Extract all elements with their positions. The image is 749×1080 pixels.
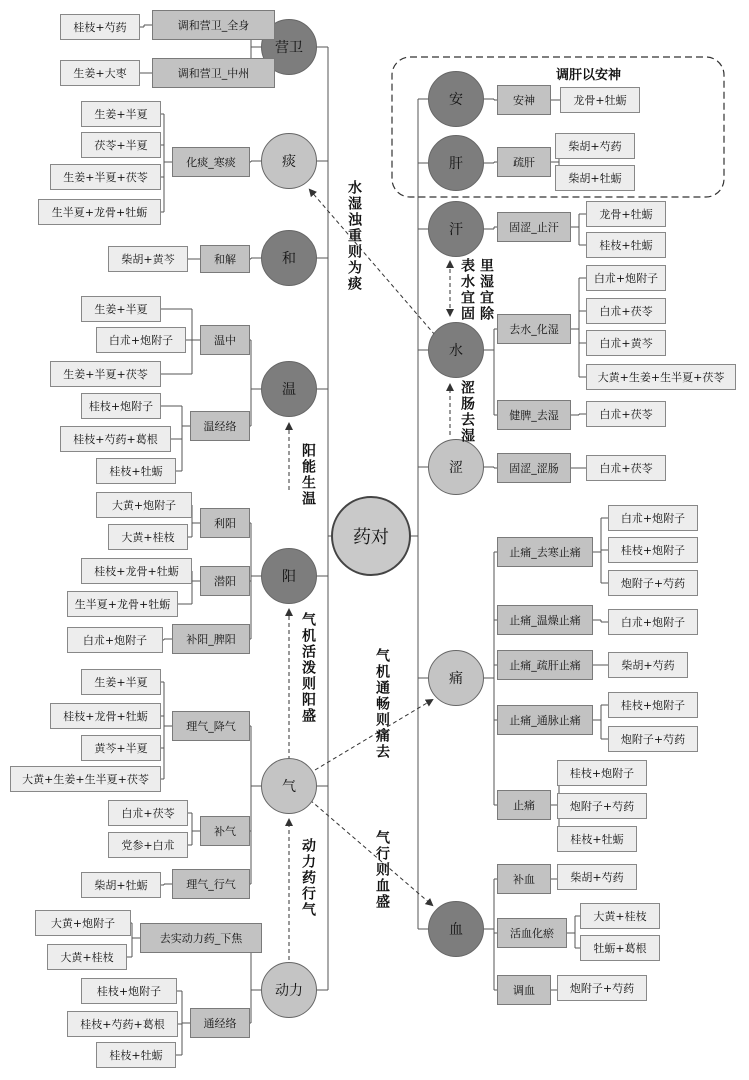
node-wen: 温 <box>261 361 317 417</box>
function-wen2: 温经络 <box>190 411 250 441</box>
function-xue1: 补血 <box>497 864 551 894</box>
herb-pair-h_han1: 龙骨+牡蛎 <box>586 201 666 227</box>
function-tong2: 止痛_温燥止痛 <box>497 605 593 635</box>
herb-pair-h_t8: 桂枝+炮附子 <box>557 760 647 786</box>
center-node: 药对 <box>331 496 411 576</box>
function-tong4: 止痛_通脉止痛 <box>497 705 593 735</box>
herb-pair-h_t4: 白朮+炮附子 <box>608 609 698 635</box>
herb-pair-h_dl2: 大黄+桂枝 <box>47 944 127 970</box>
herb-pair-h_x2: 大黄+桂枝 <box>580 903 660 929</box>
herb-pair-h_qi5: 白朮+茯苓 <box>108 800 188 826</box>
herb-pair-h_sh1: 白朮+炮附子 <box>586 265 666 291</box>
function-shui1: 去水_化湿 <box>497 314 571 344</box>
herb-pair-h_qi3: 黄芩+半夏 <box>81 735 161 761</box>
herb-pair-h_yang5: 白朮+炮附子 <box>67 627 163 653</box>
herb-pair-h_yang2: 大黄+桂枝 <box>108 524 188 550</box>
arrow-shui-to-tan <box>310 190 435 335</box>
herb-pair-h_dl1: 大黄+炮附子 <box>35 910 131 936</box>
herb-pair-h_t1: 白朮+炮附子 <box>608 505 698 531</box>
node-xue: 血 <box>428 901 484 957</box>
herb-pair-h_dl5: 桂枝+牡蛎 <box>96 1042 176 1068</box>
function-shui2: 健脾_去湿 <box>497 400 571 430</box>
herb-pair-h_t5: 柴胡+芍药 <box>608 652 688 678</box>
herb-pair-h_t2: 桂枝+炮附子 <box>608 537 698 563</box>
function-han1: 固涩_止汗 <box>497 212 571 242</box>
herb-pair-h_x4: 炮附子+芍药 <box>557 975 647 1001</box>
node-dongli: 动力 <box>261 962 317 1018</box>
herb-pair-h_x1: 柴胡+芍药 <box>557 864 637 890</box>
herb-pair-h_qi7: 柴胡+牡蛎 <box>81 872 161 898</box>
node-gan: 肝 <box>428 135 484 191</box>
herb-pair-h_t3: 炮附子+芍药 <box>608 570 698 596</box>
herb-pair-h_he1: 柴胡+黄芩 <box>108 246 188 272</box>
herb-pair-h_t6: 桂枝+炮附子 <box>608 692 698 718</box>
relation-label-biaoshui: 表水宜固 <box>459 258 475 322</box>
herb-pair-h_dl3: 桂枝+炮附子 <box>81 978 177 1004</box>
node-yingwei: 营卫 <box>261 19 317 75</box>
herb-pair-h_sh2: 白朮+茯苓 <box>586 298 666 324</box>
herb-pair-h_tan2: 茯苓+半夏 <box>81 132 161 158</box>
herb-pair-h_yw2: 生姜+大枣 <box>60 60 140 86</box>
herb-pair-h_sh3: 白朮+黄芩 <box>586 330 666 356</box>
herb-pair-h_t7: 炮附子+芍药 <box>608 726 698 752</box>
node-shui: 水 <box>428 322 484 378</box>
function-yang3: 补阳_脾阳 <box>172 624 250 654</box>
herb-pair-h_t9: 炮附子+芍药 <box>557 793 647 819</box>
node-he: 和 <box>261 230 317 286</box>
node-tong: 痛 <box>428 650 484 706</box>
function-gan1: 疏肝 <box>497 147 551 177</box>
herb-pair-h_gan2: 柴胡+牡蛎 <box>555 165 635 191</box>
herb-pair-h_qi2: 桂枝+龙骨+牡蛎 <box>50 703 161 729</box>
herb-pair-h_tan1: 生姜+半夏 <box>81 101 161 127</box>
function-wen1: 温中 <box>200 325 250 355</box>
function-xue3: 调血 <box>497 975 551 1005</box>
herb-pair-h_wen4: 桂枝+炮附子 <box>81 393 161 419</box>
relation-label-biaoli: 里湿宜除 <box>478 258 494 322</box>
function-qi3: 理气_行气 <box>172 869 250 899</box>
function-dl2: 通经络 <box>190 1008 250 1038</box>
function-yang1: 利阳 <box>200 508 250 538</box>
herb-pair-h_yang4: 生半夏+龙骨+牡蛎 <box>67 591 178 617</box>
function-tong1: 止痛_去寒止痛 <box>497 537 593 567</box>
relation-label-qiji: 气机活泼则阳盛 <box>300 612 316 724</box>
function-tong3: 止痛_疏肝止痛 <box>497 650 593 680</box>
herb-pair-h_gan1: 柴胡+芍药 <box>555 133 635 159</box>
function-qi2: 补气 <box>200 816 250 846</box>
relation-label-tiaogan: 调肝以安神 <box>556 68 622 83</box>
herb-pair-h_dl4: 桂枝+芍药+葛根 <box>67 1011 178 1037</box>
herb-pair-h_x3: 牡蛎+葛根 <box>580 935 660 961</box>
herb-pair-h_wen2: 白朮+炮附子 <box>96 327 186 353</box>
node-se: 涩 <box>428 439 484 495</box>
node-an: 安 <box>428 71 484 127</box>
function-yang2: 潜阳 <box>200 566 250 596</box>
herb-pair-h_tan3: 生姜+半夏+茯苓 <box>50 164 161 190</box>
herb-pair-h_sh5: 白朮+茯苓 <box>586 401 666 427</box>
function-se1: 固涩_涩肠 <box>497 453 571 483</box>
herb-pair-h_yang3: 桂枝+龙骨+牡蛎 <box>81 558 192 584</box>
relation-label-sechang: 涩肠去湿 <box>459 380 475 444</box>
herb-pair-h_yw1: 桂枝+芍药 <box>60 14 140 40</box>
relation-label-yangneng: 阳能生温 <box>300 443 316 507</box>
node-tan: 痰 <box>261 133 317 189</box>
herb-pair-h_sh4: 大黄+生姜+生半夏+茯苓 <box>586 364 736 390</box>
node-qi: 气 <box>261 758 317 814</box>
herb-pair-h_qi4: 大黄+生姜+生半夏+茯苓 <box>10 766 161 792</box>
node-han: 汗 <box>428 201 484 257</box>
function-he1: 和解 <box>200 245 250 273</box>
function-yw1: 调和营卫_全身 <box>152 10 275 40</box>
herb-pair-h_qi1: 生姜+半夏 <box>81 669 161 695</box>
herb-pair-h_an1: 龙骨+牡蛎 <box>560 87 640 113</box>
function-qi1: 理气_降气 <box>172 711 250 741</box>
relation-label-dongli: 动力药行气 <box>300 838 316 918</box>
relation-label-qixue: 气行则血盛 <box>374 830 390 910</box>
function-an1: 安神 <box>497 85 551 115</box>
herb-pair-h_wen5: 桂枝+芍药+葛根 <box>60 426 171 452</box>
herb-pair-h_t10: 桂枝+牡蛎 <box>557 826 637 852</box>
herb-pair-h_qi6: 党参+白朮 <box>108 832 188 858</box>
herb-pair-h_wen1: 生姜+半夏 <box>81 296 161 322</box>
function-dl1: 去实动力药_下焦 <box>140 923 262 953</box>
function-yw2: 调和营卫_中州 <box>152 58 275 88</box>
relation-label-shuishi: 水湿浊重则为痰 <box>346 180 362 292</box>
function-xue2: 活血化瘀 <box>497 918 567 948</box>
function-tong5: 止痛 <box>497 790 551 820</box>
node-yang: 阳 <box>261 548 317 604</box>
herb-pair-h_se1: 白朮+茯苓 <box>586 455 666 481</box>
herb-pair-h_wen3: 生姜+半夏+茯苓 <box>50 361 161 387</box>
relation-label-qitong: 气机通畅则痛去 <box>374 648 390 760</box>
herb-pair-h_tan4: 生半夏+龙骨+牡蛎 <box>38 199 161 225</box>
function-tan1: 化痰_寒痰 <box>172 147 250 177</box>
herb-pair-h_yang1: 大黄+炮附子 <box>96 492 192 518</box>
herb-pair-h_wen6: 桂枝+牡蛎 <box>96 458 176 484</box>
herb-pair-h_han2: 桂枝+牡蛎 <box>586 232 666 258</box>
